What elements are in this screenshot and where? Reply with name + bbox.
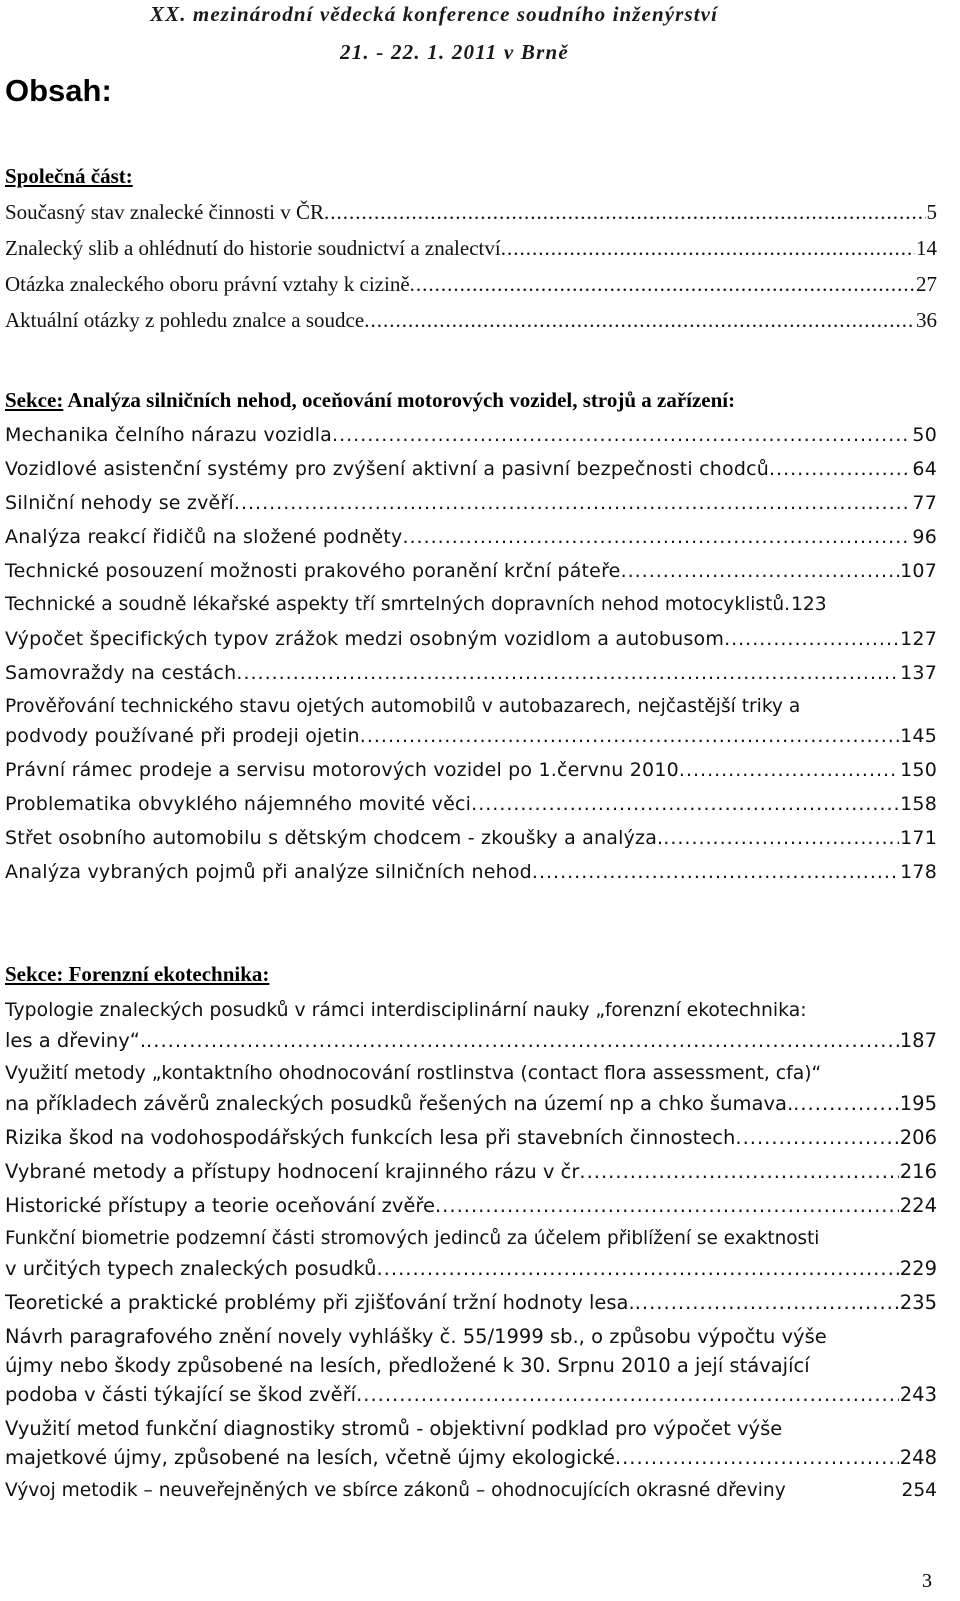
- toc-entry-line: Funkční biometrie podzemní části stromových jedinců za účelem přiblížení se exaktnosti: [5, 1228, 820, 1249]
- toc-dot-leader: [356, 1383, 899, 1406]
- toc-entry-page: 145: [900, 725, 937, 747]
- toc-entry-page: 127: [900, 628, 937, 650]
- toc-entry-line: Využití metod funkční diagnostiky stromů - objektivní podklad pro výpočet výše: [5, 1417, 783, 1440]
- toc-entry-title: Rizika škod na vodohospodářských funkcích lesa při stavebních činnostech: [5, 1126, 736, 1149]
- toc-entry[interactable]: [5, 725, 937, 747]
- section-heading-rest: Analýza silničních nehod, oceňování motorových vozidel, strojů a zařízení:: [63, 388, 736, 412]
- toc-entry-page: 248: [899, 1446, 937, 1469]
- toc-entry[interactable]: [5, 1291, 937, 1314]
- toc-entry[interactable]: [5, 759, 937, 781]
- toc-dot-leader: [402, 526, 911, 548]
- toc-entry[interactable]: [5, 1029, 937, 1052]
- toc-entry-title: na příkladech závěrů znaleckých posudků řešených na území np a chko šumava.: [5, 1092, 794, 1115]
- toc-dot-leader: [435, 1194, 899, 1217]
- toc-entry-page: 36: [916, 308, 937, 332]
- toc-entry-page: 96: [912, 526, 937, 548]
- toc-entry-title: Problematika obvyklého nájemného movité věci: [5, 793, 472, 815]
- section-heading-eco: Sekce: Forenzní ekotechnika:: [5, 962, 270, 986]
- toc-entry-page: 158: [900, 793, 937, 815]
- toc-entry[interactable]: [5, 1446, 937, 1469]
- toc-entry-title: Historické přístupy a teorie oceňování zvěře: [5, 1194, 435, 1217]
- toc-dot-leader: [376, 1257, 898, 1280]
- toc-entry-line: Prověřování technického stavu ojetých automobilů v autobazarech, nejčastější triky a: [5, 696, 801, 717]
- toc-entry-page: 14: [916, 236, 937, 260]
- toc-entry-line: újmy nebo škody způsobené na lesích, předložené k 30. Srpnu 2010 a její stávající: [5, 1354, 810, 1377]
- toc-dot-leader: [679, 759, 899, 781]
- toc-entry-title: Technické posouzení možnosti prakového poranění krční páteře: [5, 560, 621, 582]
- toc-entry-page: 216: [899, 1160, 937, 1183]
- toc-entry-title: Technické a soudně lékařské aspekty tří smrtelných dopravních nehod motocyklistů.: [5, 594, 791, 615]
- conference-date: 21. - 22. 1. 2011 v Brně: [340, 40, 569, 64]
- toc-dot-leader: [324, 200, 925, 225]
- toc-entry-page: 5: [926, 200, 937, 224]
- toc-entry-title: Otázka znaleckého oboru právní vztahy k cizině: [5, 272, 410, 296]
- toc-entry-title: v určitých typech znaleckých posudků: [5, 1257, 377, 1280]
- toc-entry-page: 137: [900, 662, 937, 684]
- page-title: Obsah:: [5, 73, 112, 108]
- toc-entry[interactable]: [5, 1257, 937, 1280]
- toc-dot-leader: [364, 308, 915, 333]
- toc-entry-title: Znalecký slib a ohlédnutí do historie soudnictví a znalectví: [5, 236, 501, 260]
- toc-entry-title: Silniční nehody se zvěří: [5, 492, 234, 514]
- toc-entry-page: 224: [899, 1194, 937, 1217]
- toc-entry[interactable]: [5, 827, 937, 849]
- toc-entry-title: Vybrané metody a přístupy hodnocení krajinného rázu v čr: [5, 1160, 580, 1183]
- toc-dot-leader: [360, 725, 899, 747]
- section-heading-road-accidents: [5, 388, 735, 413]
- toc-entry[interactable]: [5, 272, 937, 297]
- toc-entry[interactable]: [5, 200, 937, 225]
- toc-dot-leader: [471, 793, 899, 815]
- toc-entry[interactable]: [5, 1194, 937, 1217]
- toc-entry[interactable]: [5, 1480, 937, 1501]
- toc-entry-page: 107: [900, 560, 937, 582]
- toc-entry-title: Teoretické a praktické problémy při zjišťování tržní hodnoty lesa.: [5, 1291, 635, 1314]
- toc-dot-leader: [615, 1446, 899, 1469]
- toc-entry-title: Vozidlové asistenční systémy pro zvýšení aktivní a pasivní bezpečnosti chodců: [5, 458, 770, 480]
- toc-entry[interactable]: [5, 1383, 937, 1406]
- toc-entry[interactable]: [5, 1126, 937, 1149]
- toc-entry[interactable]: [5, 560, 937, 582]
- toc-entry[interactable]: [5, 308, 937, 333]
- toc-entry[interactable]: [5, 793, 937, 815]
- toc-entry-title: les a dřeviny“.: [5, 1029, 147, 1052]
- section-heading-prefix: Sekce:: [5, 388, 64, 412]
- toc-entry-title: Mechanika čelního nárazu vozidla: [5, 424, 333, 446]
- toc-entry-page: 235: [899, 1291, 937, 1314]
- toc-entry-title: Analýza reakcí řidičů na složené podněty: [5, 526, 403, 548]
- toc-entry-page: 171: [900, 827, 937, 849]
- toc-entry[interactable]: [5, 424, 937, 446]
- toc-dot-leader: [579, 1160, 898, 1183]
- toc-entry-page: 187: [899, 1029, 937, 1052]
- toc-dot-leader: [332, 424, 911, 446]
- toc-entry-line: Návrh paragrafového znění novely vyhlášky č. 55/1999 sb., o způsobu výpočtu výše: [5, 1325, 827, 1348]
- toc-entry-title: Aktuální otázky z pohledu znalce a soudce: [5, 308, 365, 332]
- toc-entry-page: 243: [899, 1383, 937, 1406]
- toc-dot-leader: [236, 662, 899, 684]
- toc-dot-leader: [793, 1092, 899, 1115]
- section-heading-common: Společná část:: [5, 164, 133, 188]
- toc-entry-page: 178: [900, 861, 937, 883]
- toc-entry-title: Samovraždy na cestách: [5, 662, 237, 684]
- toc-dot-leader: [532, 861, 899, 883]
- toc-entry-title: Současný stav znalecké činnosti v ČR: [5, 200, 325, 224]
- toc-entry-page: 27: [916, 272, 937, 296]
- toc-entry-page: 206: [899, 1126, 937, 1149]
- toc-entry[interactable]: [5, 492, 937, 514]
- toc-entry-page: 64: [912, 458, 937, 480]
- toc-dot-leader: [635, 1291, 899, 1314]
- page-number: 3: [922, 1570, 932, 1592]
- toc-dot-leader: [663, 827, 899, 849]
- toc-dot-leader: [234, 492, 912, 514]
- toc-entry-page: 150: [900, 759, 937, 781]
- toc-entry-page: 50: [912, 424, 937, 446]
- conference-name: XX. mezinárodní vědecká konference soudního inženýrství: [150, 2, 719, 26]
- toc-entry[interactable]: [5, 861, 937, 883]
- toc-dot-leader: [621, 560, 900, 582]
- toc-entry[interactable]: [5, 1160, 937, 1183]
- toc-entry-title: Střet osobního automobilu s dětským chodcem - zkoušky a analýza.: [5, 827, 664, 849]
- toc-dot-leader: [724, 628, 899, 650]
- toc-entry-page: 123: [791, 594, 827, 615]
- toc-dot-leader: [501, 236, 915, 261]
- toc-entry-page: 77: [912, 492, 937, 514]
- page-header: [0, 0, 960, 72]
- toc-entry-title: Analýza vybraných pojmů při analýze silničních nehod: [5, 861, 532, 883]
- toc-entry-title: podoba v části týkající se škod zvěří: [5, 1383, 357, 1406]
- toc-dot-leader: [146, 1029, 899, 1052]
- toc-entry-title: Právní rámec prodeje a servisu motorových vozidel po 1.červnu 2010: [5, 759, 679, 781]
- toc-entry-page: 195: [899, 1092, 937, 1115]
- toc-entry[interactable]: [5, 526, 937, 548]
- toc-dot-leader: [769, 458, 911, 480]
- toc-entry[interactable]: [5, 1092, 937, 1115]
- toc-entry[interactable]: [5, 594, 937, 615]
- toc-entry-title: Výpočet špecifických typov zrážok medzi osobným vozidlom a autobusom: [5, 628, 725, 650]
- toc-dot-leader: [735, 1126, 898, 1149]
- toc-entry[interactable]: [5, 628, 937, 650]
- toc-entry[interactable]: [5, 458, 937, 480]
- toc-entry-title: podvody používané při prodeji ojetin: [5, 725, 360, 747]
- toc-entry-page: 229: [899, 1257, 937, 1280]
- toc-entry[interactable]: [5, 662, 937, 684]
- toc-entry-line: Využití metody „kontaktního ohodnocování rostlinstva (contact flora assessment, cfa)“: [5, 1063, 822, 1084]
- toc-entry[interactable]: [5, 236, 937, 261]
- toc-entry-line: Typologie znaleckých posudků v rámci interdisciplinární nauky „forenzní ekotechnika:: [5, 1000, 807, 1021]
- toc-dot-leader: [410, 272, 915, 297]
- toc-entry-page: 254: [901, 1480, 937, 1501]
- toc-entry-title: majetkové újmy, způsobené na lesích, včetně újmy ekologické: [5, 1446, 615, 1469]
- toc-entry-title: Vývoj metodik – neuveřejněných ve sbírce zákonů – ohodnocujících okrasné dřeviny: [5, 1480, 786, 1501]
